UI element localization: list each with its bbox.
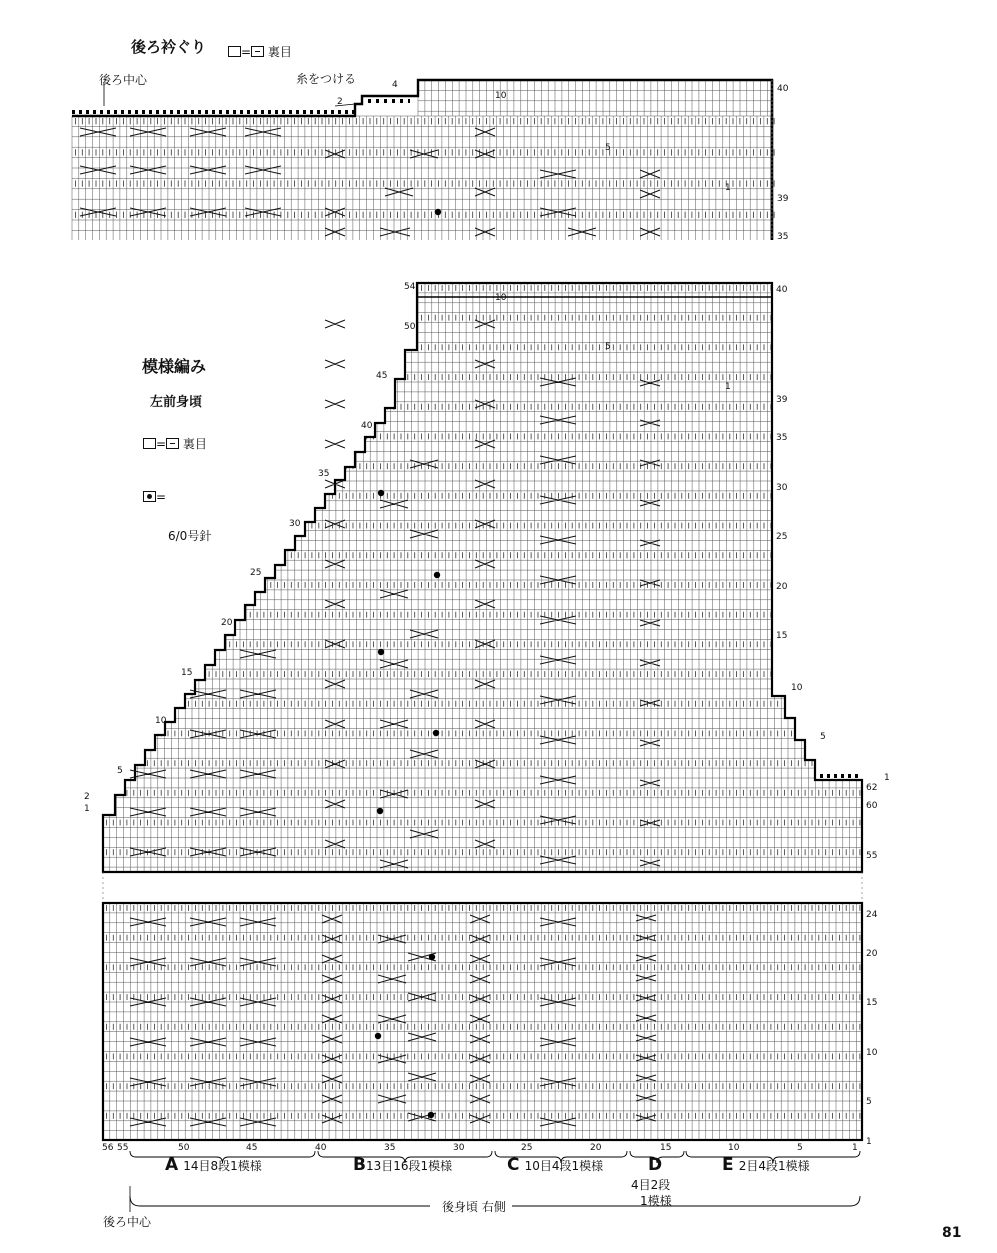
- stitch-label-35: 35: [384, 1143, 396, 1153]
- stitch-label-1: 1: [852, 1143, 858, 1153]
- right-row-label-30: 30: [776, 483, 788, 493]
- empty-square-icon: [228, 46, 241, 57]
- stitch-label-5: 5: [797, 1143, 803, 1153]
- right-row-label-35: 35: [776, 433, 788, 443]
- back-neck-legend-text: 裏目: [267, 45, 292, 59]
- section-d-text: 4目2段: [631, 1178, 671, 1192]
- right-row-label-39: 39: [776, 395, 788, 405]
- front-arrow-label-1: 1: [725, 382, 731, 392]
- bobble-legend: =: [143, 490, 166, 504]
- right-row-label-55: 55: [866, 851, 878, 861]
- left-row-label-15: 15: [181, 668, 193, 678]
- needle-label: 6/0号針: [168, 529, 212, 543]
- lower-row-label-20: 20: [866, 949, 878, 959]
- stitch-label-50: 50: [178, 1143, 190, 1153]
- left-row-label-25: 25: [250, 568, 262, 578]
- left-row-label-30: 30: [289, 519, 301, 529]
- front-bobble: [378, 490, 384, 496]
- purl-square-icon: [251, 46, 264, 57]
- back-right-label-39: 39: [777, 194, 789, 204]
- lower-grid: [103, 903, 862, 1140]
- back-neck-title: 後ろ衿ぐり: [131, 38, 207, 56]
- footer-center-label: 後ろ中心: [103, 1215, 152, 1229]
- page-number: 81: [942, 1225, 962, 1241]
- back-arrow-label-10: 10: [495, 91, 507, 101]
- right-row-label-62: 62: [866, 783, 878, 793]
- section-c-text: 10目4段1模様: [524, 1159, 604, 1173]
- section-e: [722, 1155, 810, 1175]
- front-upper-outline: [103, 283, 862, 872]
- back-row-mark-2: 2: [337, 97, 343, 107]
- section-c: [507, 1155, 603, 1175]
- footer-side-label: 後身頃 右側: [436, 1198, 512, 1215]
- piece-title: 左前身頃: [150, 395, 203, 410]
- stitch-label-30: 30: [453, 1143, 465, 1153]
- lower-row-label-1: 1: [866, 1137, 872, 1147]
- front-arrow-label-10b: 10: [791, 683, 803, 693]
- right-row-label-60: 60: [866, 801, 878, 811]
- stitch-label-55: 55: [117, 1143, 129, 1153]
- section-a: [165, 1155, 262, 1175]
- left-row-label-35: 35: [318, 469, 330, 479]
- section-d-letter: D: [648, 1155, 663, 1175]
- lower-grid-outline: [103, 903, 862, 1140]
- front-arrow-label-10: 10: [495, 293, 507, 303]
- section-a-letter: A: [165, 1155, 179, 1175]
- front-arrow-label-5: 5: [605, 342, 611, 352]
- back-center-label: 後ろ中心: [99, 73, 148, 87]
- lower-bobble: [375, 1033, 381, 1039]
- back-neck-upper-grid: [418, 80, 772, 116]
- back-bobble: [435, 209, 441, 215]
- lower-bobble: [429, 954, 435, 960]
- back-right-label-35: 35: [777, 232, 789, 242]
- left-row-label-20: 20: [221, 618, 233, 628]
- section-a-text: 14目8段1模様: [183, 1159, 262, 1173]
- front-arrow-label-1b: 1: [884, 773, 890, 783]
- purl-square-icon: [166, 438, 179, 449]
- right-row-label-40: 40: [776, 285, 788, 295]
- left-row-label-45: 45: [376, 371, 388, 381]
- back-neck-outline: [72, 80, 772, 240]
- pattern-title: 模様編み: [142, 357, 207, 376]
- lower-row-label-10: 10: [866, 1048, 878, 1058]
- section-c-letter: C: [507, 1155, 520, 1175]
- front-bobble: [434, 572, 440, 578]
- stitch-label-20: 20: [590, 1143, 602, 1153]
- lower-row-label-24: 24: [866, 910, 878, 920]
- lower-bobble: [428, 1112, 434, 1118]
- stitch-label-56: 56: [102, 1143, 114, 1153]
- attach-yarn-label: 糸をつける: [296, 72, 357, 86]
- front-legend-text: 裏目: [182, 437, 207, 451]
- right-row-label-25: 25: [776, 532, 788, 542]
- back-neck-legend: = 裏目: [228, 43, 292, 60]
- left-row-label-2: 2: [84, 792, 90, 802]
- left-row-label-40: 40: [361, 421, 373, 431]
- front-bobble: [433, 730, 439, 736]
- lower-cables: [130, 915, 656, 1126]
- left-row-label-10: 10: [155, 716, 167, 726]
- stitch-label-10: 10: [728, 1143, 740, 1153]
- lower-row-label-5: 5: [866, 1097, 872, 1107]
- section-b-text: 13目16段1模様: [365, 1159, 453, 1173]
- front-bobble: [377, 808, 383, 814]
- front-upper-grid: [103, 283, 862, 872]
- section-e-text: 2目4段1模様: [738, 1159, 810, 1173]
- left-row-label-1: 1: [84, 804, 90, 814]
- empty-square-icon: [143, 438, 156, 449]
- left-row-label-5: 5: [117, 766, 123, 776]
- stitch-label-40: 40: [315, 1143, 327, 1153]
- section-d-text2: 1模様: [640, 1194, 672, 1208]
- stitch-label-25: 25: [521, 1143, 533, 1153]
- section-e-letter: E: [722, 1155, 734, 1175]
- section-b: [353, 1155, 452, 1175]
- back-arrow-label-1: 1: [725, 183, 731, 193]
- back-row-mark-4: 4: [392, 80, 398, 90]
- front-bobble: [378, 649, 384, 655]
- left-row-label-50: 50: [404, 322, 416, 332]
- front-legend: = 裏目: [143, 435, 207, 452]
- section-b-letter: B: [353, 1155, 366, 1175]
- front-arrow-label-5b: 5: [820, 732, 826, 742]
- bobble-square-icon: [143, 491, 156, 502]
- back-arrow-label-5: 5: [605, 143, 611, 153]
- left-row-label-54: 54: [404, 282, 416, 292]
- stitch-label-15: 15: [660, 1143, 672, 1153]
- back-right-label-40: 40: [777, 84, 789, 94]
- right-row-label-20: 20: [776, 582, 788, 592]
- back-neck-grid: [72, 116, 772, 240]
- grid-break-lines: [103, 872, 862, 903]
- stitch-label-45: 45: [246, 1143, 258, 1153]
- lower-row-label-15: 15: [866, 998, 878, 1008]
- right-row-label-15: 15: [776, 631, 788, 641]
